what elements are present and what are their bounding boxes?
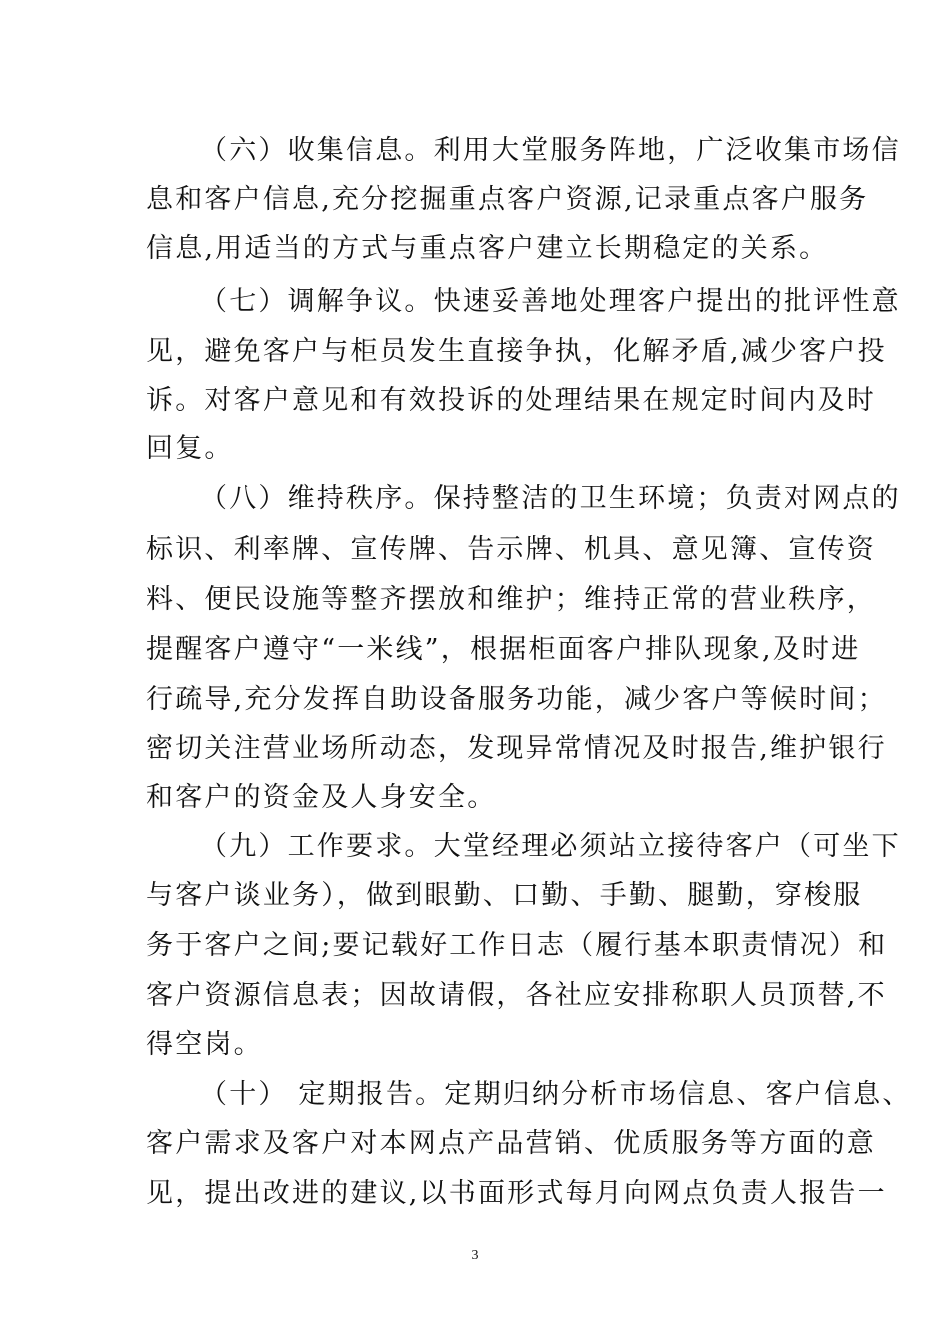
paragraph-8-line-2: 标识、利率牌、宣传牌、告示牌、机具、意见簿、宣传资 [146, 534, 876, 565]
paragraph-7-line-4: 回复。 [146, 433, 234, 464]
paragraph-8-line-4: 提醒客户遵守“一米线”，根据柜面客户排队现象,及时进 [146, 634, 861, 665]
page-number: 3 [471, 1248, 479, 1263]
paragraph-9-line-5: 得空岗。 [146, 1029, 263, 1060]
paragraph-6-line-2: 息和客户信息,充分挖掘重点客户资源,记录重点客户服务 [146, 184, 869, 215]
paragraph-9-line-1: （九）工作要求。大堂经理必须站立接待客户（可坐下 [200, 831, 901, 862]
paragraph-6-line-1: （六）收集信息。利用大堂服务阵地，广泛收集市场信 [200, 135, 901, 166]
paragraph-9-line-3: 务于客户之间;要记载好工作日志（履行基本职责情况）和 [146, 930, 888, 961]
paragraph-8-line-1: （八）维持秩序。保持整洁的卫生环境；负责对网点的 [200, 483, 901, 514]
paragraph-8-line-5: 行疏导,充分发挥自助设备服务功能，减少客户等候时间； [146, 684, 887, 715]
paragraph-8-line-6: 密切关注营业场所动态，发现异常情况及时报告,维护银行 [146, 733, 887, 764]
paragraph-10-line-2: 客户需求及客户对本网点产品营销、优质服务等方面的意 [146, 1128, 876, 1159]
paragraph-10-line-3: 见，提出改进的建议,以书面形式每月向网点负责人报告一 [146, 1178, 887, 1209]
paragraph-8-line-3: 料、便民设施等整齐摆放和维护；维持正常的营业秩序， [146, 584, 876, 615]
paragraph-8-line-7: 和客户的资金及人身安全。 [146, 782, 497, 813]
paragraph-7-line-1: （七）调解争议。快速妥善地处理客户提出的批评性意 [200, 286, 901, 317]
paragraph-10-line-1: （十） 定期报告。定期归纳分析市场信息、客户信息、 [200, 1079, 912, 1110]
paragraph-7-line-2: 见，避免客户与柜员发生直接争执，化解矛盾,减少客户投 [146, 336, 887, 367]
paragraph-9-line-4: 客户资源信息表；因故请假，各社应安排称职人员顶替,不 [146, 980, 887, 1011]
paragraph-7-line-3: 诉。对客户意见和有效投诉的处理结果在规定时间内及时 [146, 385, 876, 416]
paragraph-6-line-3: 信息,用适当的方式与重点客户建立长期稳定的关系。 [146, 233, 829, 264]
paragraph-9-line-2: 与客户谈业务），做到眼勤、口勤、手勤、腿勤，穿梭服 [146, 880, 863, 911]
